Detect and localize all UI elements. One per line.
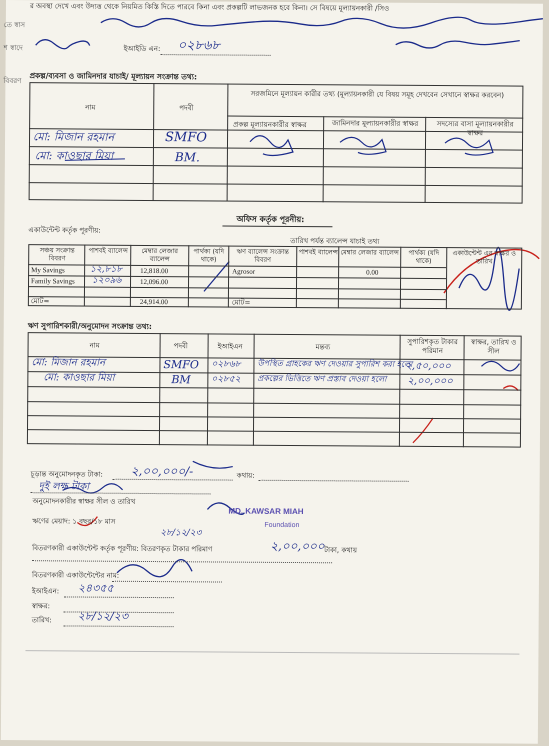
rh-ein: ইআইএন	[217, 342, 243, 351]
words-label: কথায়:	[236, 471, 255, 480]
loan-row1-type: Agrosor	[232, 267, 256, 276]
rec-row1-designation: SMFO	[163, 358, 199, 372]
h-diff: পার্থক্য (যদি থাকে)	[193, 247, 225, 264]
savings-row2-type: Family Savings	[31, 277, 75, 286]
balance-date-note: তারিখ পর্যন্ত ব্যালেন্স যাচাই তথ্য	[290, 236, 380, 246]
approved-amount-hw: ২,০০,০০০/-	[130, 463, 194, 479]
approver-stamp-org: Foundation	[264, 521, 300, 530]
rh-designation: পদবী	[173, 342, 188, 351]
rec-row2-designation: BM	[171, 373, 191, 387]
col-designation: পদবী	[179, 104, 194, 113]
h-passbook: পাশবই ব্যালেন্স	[88, 246, 128, 255]
recommend-section-title: ঋণ সুপারিশকারী/অনুমোদন সংক্রান্ত তথ্য:	[27, 321, 152, 332]
top-printed-line: র অবস্থা দেখে এবং উদ্যত্ত থেকে নিয়মিত কিস্তি দিতে পারবে কিনা এবং প্রকল্পটি লাভজনক হবে কিনা। সে বিষয়ে মূল্যায়নকারী /সিও	[29, 2, 390, 13]
rh-comment: মন্তব্য	[315, 343, 331, 352]
rec-row1-amount: ২,৫০,০০০	[405, 360, 451, 373]
rh-amount: সুপারিশকৃত টাকার পরিমান	[407, 337, 458, 356]
disbursed-amount-suffix: টাকা, কথায়	[324, 546, 358, 555]
total-label: মোট=	[30, 297, 50, 306]
total-value: 24,914.00	[139, 297, 168, 307]
disb-date-label: তারিখ:	[31, 616, 52, 625]
approver-sign-label: অনুমোদনকারীর স্বাক্ষর সীল ও তারিখ	[32, 497, 136, 506]
accountant-intro: একাউন্টেন্ট কর্তৃক পূরণীয়:	[28, 226, 101, 235]
col-project-sign: প্রকল্প মূল্যায়নকারীর স্বাক্ষর	[233, 120, 307, 130]
rec-row2-ein: ০২৮৫২	[211, 374, 241, 385]
h-diff2: পার্থক্য (যদি থাকে)	[408, 248, 440, 266]
borrower-row1-designation: SMFO	[164, 130, 208, 146]
approver-stamp-name: MD. KAWSAR MIAH	[228, 506, 304, 517]
borrower-row2-designation: BM.	[174, 150, 200, 165]
rec-row1-name: মো: মিজান রহমান	[31, 357, 106, 369]
borrower-row1-name: মো: মিজান রহমান	[33, 130, 115, 144]
savings-row1-type: My Savings	[31, 266, 65, 275]
savings-row2-passbook: ১২০৯৬	[92, 275, 122, 286]
savings-row1-passbook: ১২,৮১৮	[90, 264, 123, 275]
col-name: নাম	[85, 103, 96, 112]
ein-handwritten: ০২৮৬৮	[177, 38, 220, 54]
disb-sign-label: স্বাক্ষর:	[31, 602, 50, 611]
loan-form-page	[1, 0, 543, 744]
col-guarantor-sign: জামিনদার মূল্যায়নকারীর স্বাক্ষর	[331, 119, 419, 128]
accountant-name-label: বিতরণকারী একাউন্টেন্টের নাম:	[31, 571, 120, 580]
h-accountant-sign: একাউন্টেন্ট এর স্বাক্ষর ও তারিখ	[452, 249, 517, 266]
office-section-title: অফিস কর্তৃক পূরনীয়:	[236, 214, 305, 225]
h-passbook2: পাশবই ব্যালেন্স	[298, 248, 338, 257]
col-evaluator-group: সরজমিনে মূল্যায়ন কারীর তথ্য (মূল্যায়নকারী যে বিষয় সমূহ দেখবেন সেখানে স্বাক্ষর করবেন)	[250, 89, 504, 100]
side-note-c: বিবরণ	[3, 76, 22, 86]
ein-label: ইআইডি এন:	[123, 44, 161, 54]
loan-row1-ledger: 0.00	[366, 268, 379, 277]
approved-amount-label: চূড়ান্ত অনুমোদনকৃত টাকা:	[30, 470, 103, 479]
words-hw: দুই লক্ষ টাকা	[38, 481, 90, 493]
borrower-section-title: প্রকল্প/ব্যবসা ও জামিনদার যাচাই/ মূল্যায়ন সংক্রান্ত তথ্য:	[29, 71, 198, 82]
rec-row1-comment: উপস্থিত গ্রাহকের ঋণ দেওয়ার সুপারিশ করা হলো	[257, 358, 413, 369]
h-ledger2: মেম্বার লেজার ব্যালেন্স	[340, 248, 399, 257]
rh-name: নাম	[89, 341, 100, 350]
rh-sign: স্বাক্ষর, তারিখ ও সীল	[470, 338, 517, 356]
disbursement-line: বিতরণকারী একাউন্টেন্ট কর্তৃক পূরণীয়: বিতরণকৃত টাকার পরিমাণ	[32, 544, 213, 554]
rec-row2-comment: প্রকল্পের ভিত্তিতে ঋণ প্রস্তাব দেওয়া হলো	[257, 373, 387, 384]
savings-row1-ledger: 12,818.00	[140, 266, 169, 276]
borrower-row2-name: মো: কাওছার মিয়া	[34, 149, 114, 163]
disb-ein-label: ইআইএন:	[31, 587, 60, 596]
approval-date-hw: ২৮/১২/২৩	[160, 528, 202, 539]
col-member-sign: সদস্যের বাসা মূল্যায়নকারীর স্বাক্ষর	[436, 120, 514, 138]
side-note-a: তে স্বাস	[3, 20, 26, 30]
tenure-label: ঋণের মেয়াদ: ১ বছর/১৮ মাস	[32, 517, 116, 526]
disb-date-hw: ২৮/১২/২৩	[77, 609, 129, 623]
side-note-b: শ স্বাদে	[3, 43, 23, 53]
rec-row1-ein: ০২৮৬৮	[211, 359, 241, 370]
disb-ein-hw: ২৪৩৫৫	[77, 581, 114, 595]
h-savings-desc: সঞ্চয় সংক্রান্ত বিবরণ	[39, 246, 75, 263]
h-loan-desc: ঋণ ব্যালেন্স সংক্রান্ত বিবরণ	[236, 247, 289, 265]
h-ledger: মেম্বার লেজার ব্যালেন্স	[141, 246, 178, 264]
savings-row2-ledger: 12,096.00	[140, 277, 169, 287]
disbursed-amount-hw: ২,০০,০০০	[270, 538, 325, 554]
total-label-2: মোট=	[231, 298, 251, 307]
rec-row2-amount: ২,০০,০০০	[407, 375, 453, 388]
rec-row2-name: মো: কাওছার মিয়া	[43, 372, 115, 384]
